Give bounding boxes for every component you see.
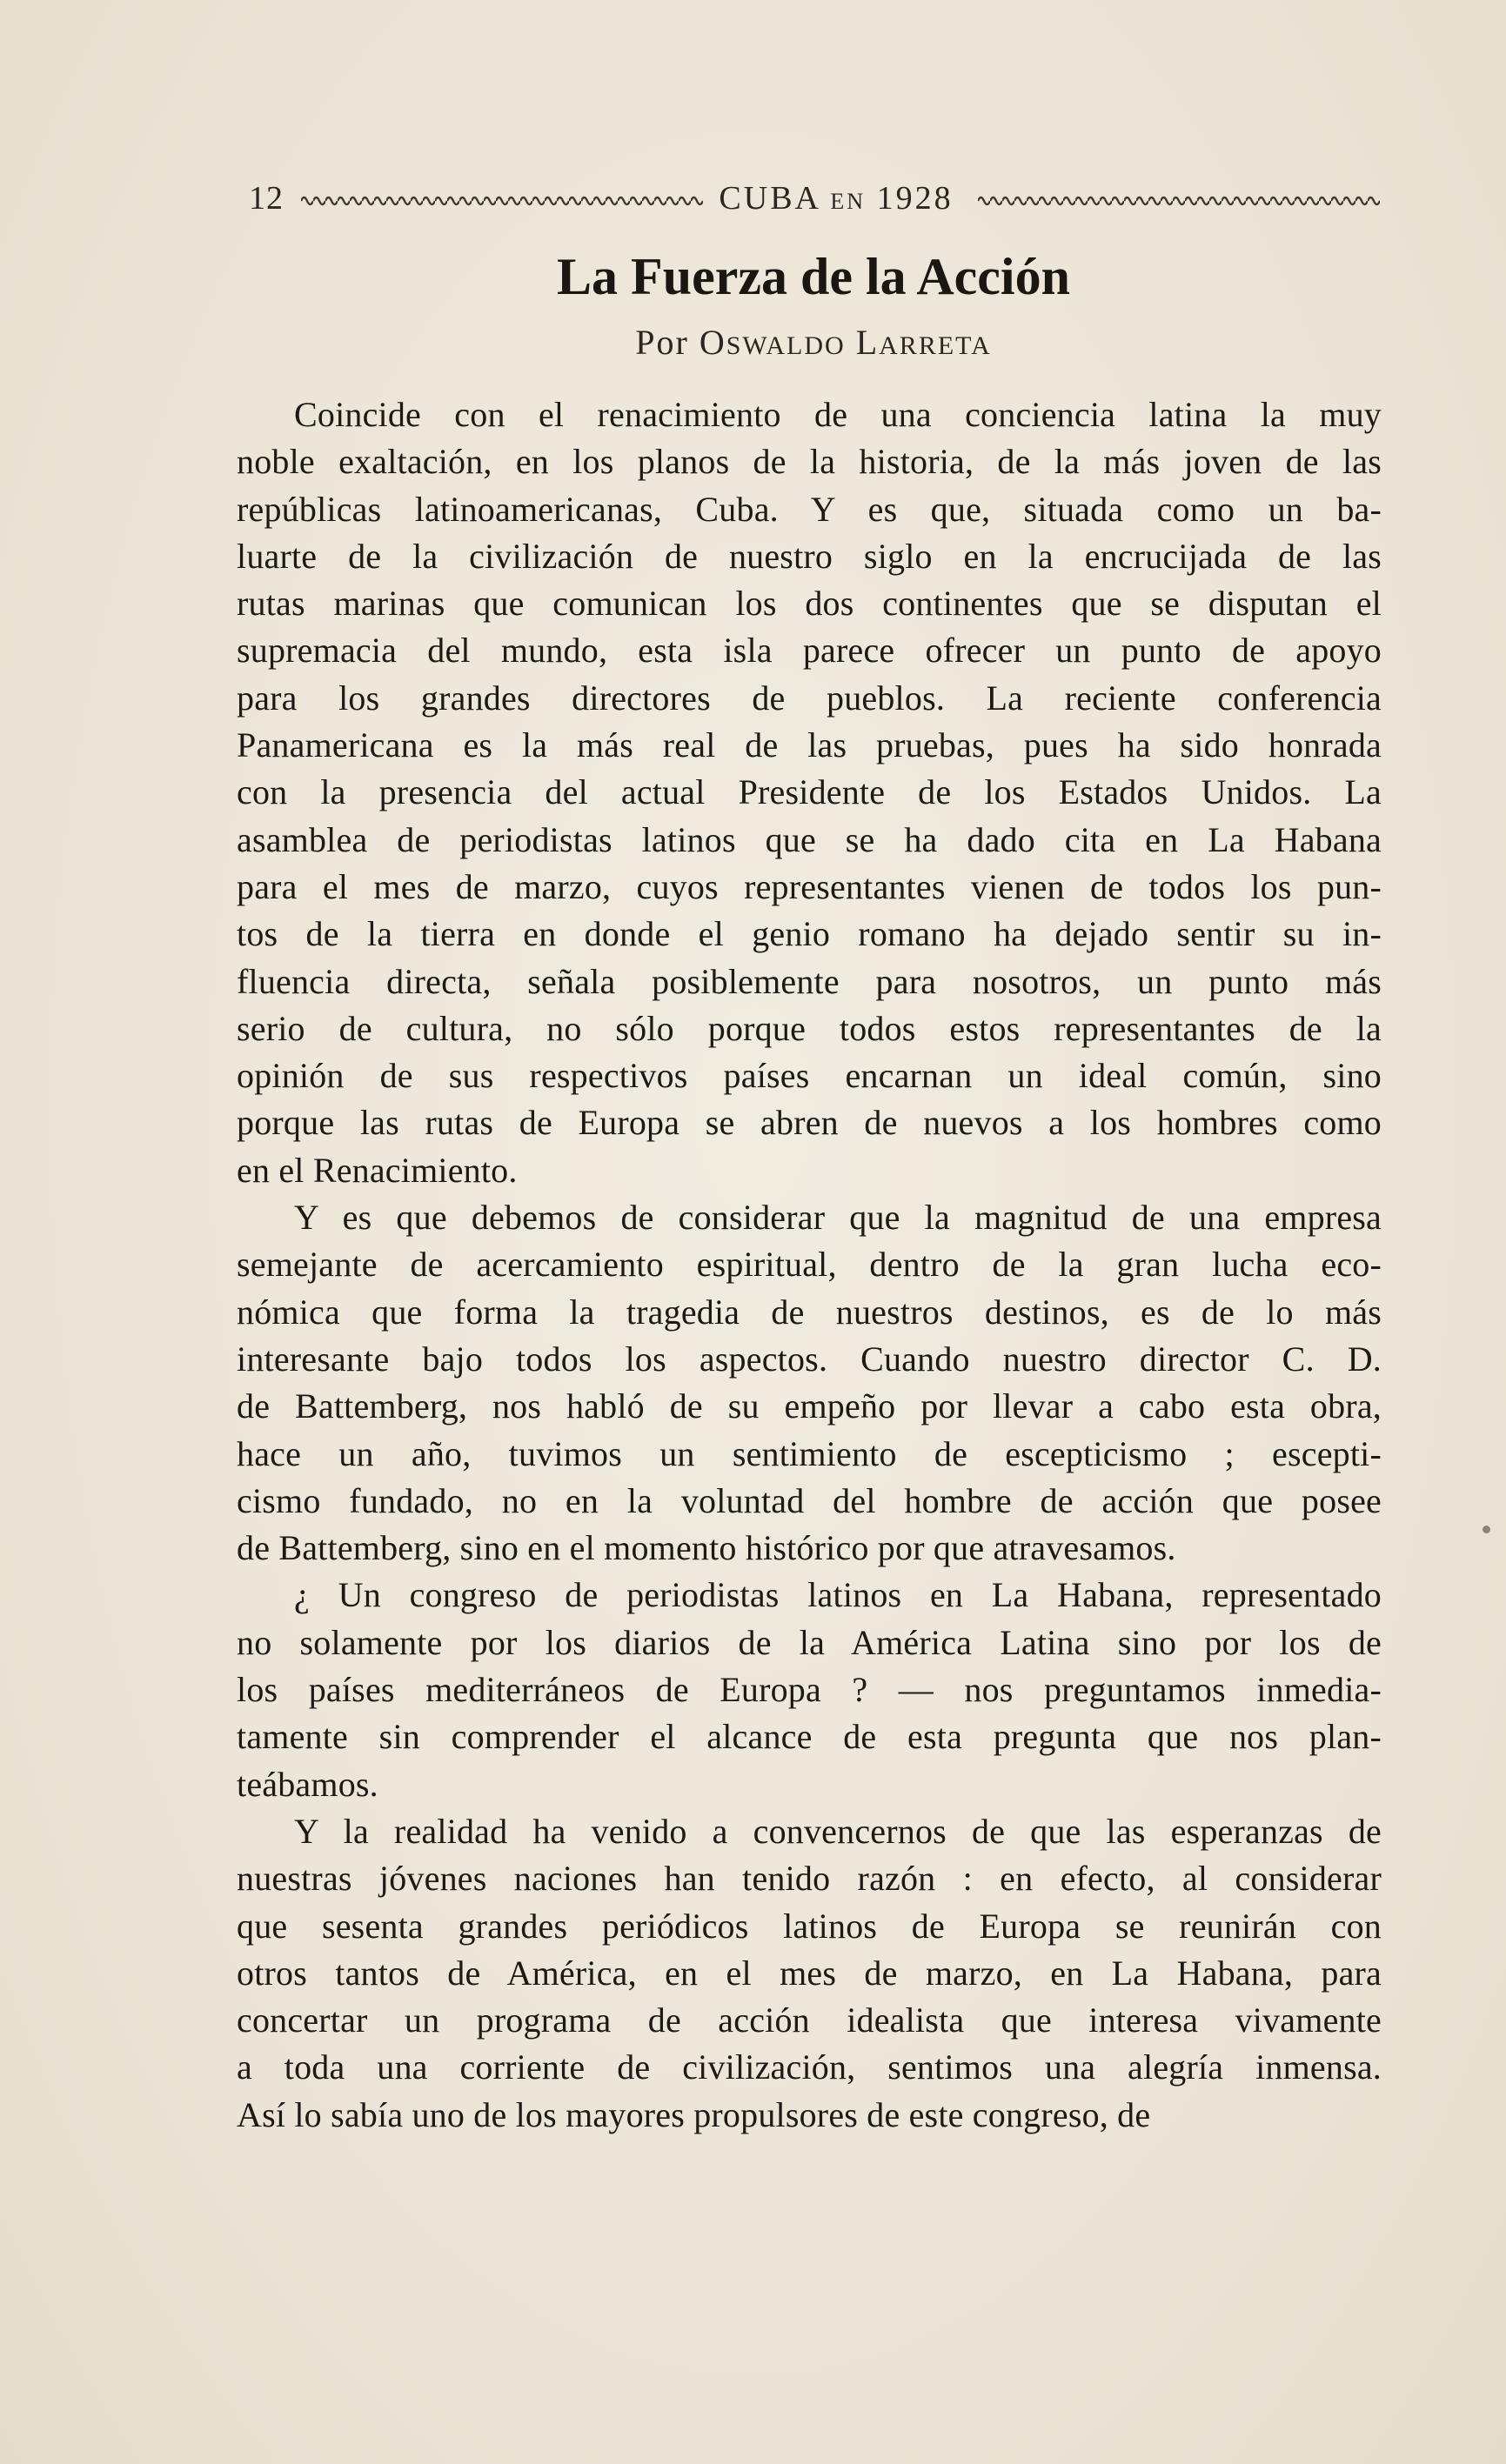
text-line: rutas marinas que comunican los dos continentes que se disputan el [237,584,1382,624]
page-number: 12 [249,180,284,217]
text-line: para los grandes directores de pueblos. La reciente conferencia [237,678,1382,718]
text-line: nómica que forma la tragedia de nuestros destinos, es de lo más [237,1292,1382,1332]
running-head-word-en: EN [830,189,867,214]
text-line: cismo fundado, no en la voluntad del hombre de acción que posee [237,1480,1382,1520]
text-line: tos de la tierra en donde el genio romano ha dejado sentir su in- [237,914,1382,954]
wavy-rule-left [301,189,703,208]
text-line: teábamos. [237,1764,378,1804]
text-line: de Battemberg, nos habló de su empeño por llevar a cabo esta obra, [237,1386,1382,1426]
text-line: los países mediterráneos de Europa ? — nos preguntamos inmedia- [237,1670,1382,1710]
text-line: no solamente por los diarios de la América Latina sino por los de [237,1622,1382,1662]
text-line: noble exaltación, en los planos de la historia, de la más joven de las [237,442,1382,482]
text-line: luarte de la civilización de nuestro siglo en la encrucijada de las [237,536,1382,576]
text-line: que sesenta grandes periódicos latinos de Europa se reunirán con [237,1906,1382,1946]
text-line: otros tantos de América, en el mes de marzo, en La Habana, para [237,1953,1382,1993]
text-line: supremacia del mundo, esta isla parece ofrecer un punto de apoyo [237,631,1382,671]
author-last-name: LARRETA [855,323,992,362]
article-title: La Fuerza de la Acción [557,248,1070,305]
text-line: Y es que debemos de considerar que la magnitud de una empresa [294,1198,1382,1238]
text-line: con la presencia del actual Presidente de los Estados Unidos. La [237,772,1382,812]
byline [244,322,1383,363]
text-line: en el Renacimiento. [237,1150,518,1190]
running-head-year: 1928 [876,180,954,217]
text-line: ¿ Un congreso de periodistas latinos en La Habana, representado [294,1575,1382,1615]
text-line: serio de cultura, no sólo porque todos estos representantes de la [237,1008,1382,1048]
text-line: porque las rutas de Europa se abren de nuevos a los hombres como [237,1103,1382,1143]
author-name [699,323,992,362]
text-line: Así lo sabía uno de los mayores propulsores de este congreso, de [237,2094,1151,2134]
text-line: Y la realidad ha venido a convencernos de que las esperanzas de [294,1811,1382,1851]
text-line: tamente sin comprender el alcance de esta pregunta que nos plan- [237,1717,1382,1757]
text-line: Panamericana es la más real de las pruebas, pues ha sido honrada [237,725,1382,765]
text-line: semejante de acercamiento espiritual, dentro de la gran lucha eco- [237,1245,1382,1285]
author-first-name: OSWALDO [699,323,846,362]
text-line: de Battemberg, sino en el momento histórico por que atravesamos. [237,1528,1176,1568]
scan-speck [1483,1526,1490,1533]
text-line: a toda una corriente de civilización, sentimos una alegría inmensa. [237,2047,1382,2087]
text-line: Coincide con el renacimiento de una conciencia latina la muy [294,395,1382,434]
running-head-title [719,179,953,217]
text-line: opinión de sus respectivos países encarnan un ideal común, sino [237,1056,1382,1096]
text-line: para el mes de marzo, cuyos representantes vienen de todos los pun- [237,866,1382,906]
text-line: asamblea de periodistas latinos que se ha dado cita en La Habana [237,819,1382,859]
article-body [237,391,1382,2139]
text-line: concertar un programa de acción idealista que interesa vivamente [237,2000,1382,2040]
text-line: fluencia directa, señala posiblemente para nosotros, un punto más [237,961,1382,1001]
text-line: nuestras jóvenes naciones han tenido razón : en efecto, al considerar [237,1859,1382,1899]
text-line: hace un año, tuvimos un sentimiento de escepticismo ; escepti- [237,1433,1382,1473]
running-head-word-cuba: CUBA [719,180,820,217]
text-line: repúblicas latinoamericanas, Cuba. Y es que, situada como un ba- [237,489,1382,529]
running-head [249,172,1380,224]
text-line: interesante bajo todos los aspectos. Cuando nuestro director C. D. [237,1339,1382,1379]
byline-prefix: Por [635,323,689,362]
wavy-rule-right [978,189,1380,208]
